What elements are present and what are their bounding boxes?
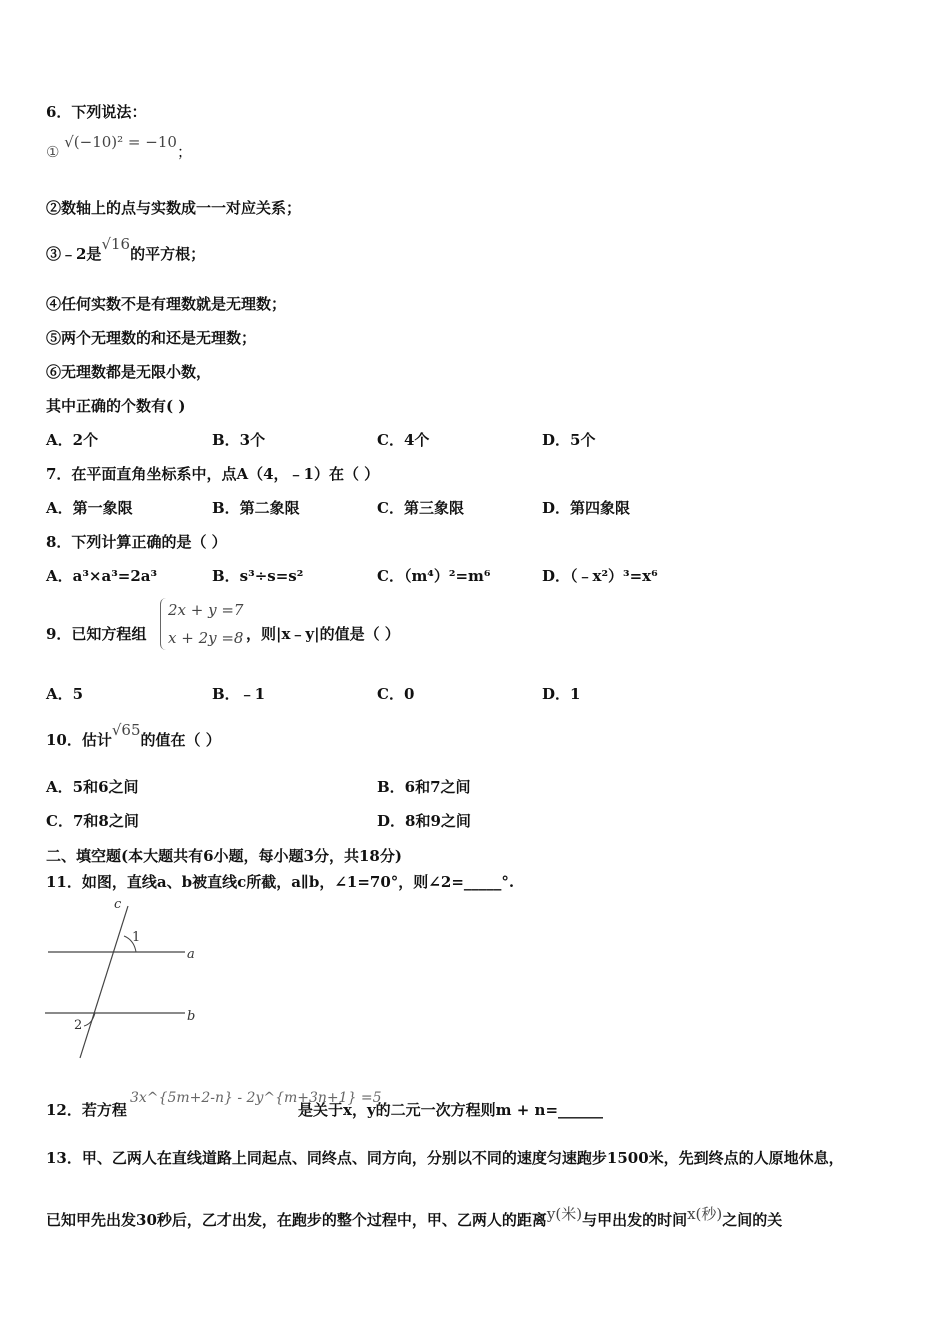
label-b: b: [187, 1009, 196, 1024]
q6-s3-prefix: ③﹣2是: [46, 245, 102, 263]
q6-statement-6: ⑥无理数都是无限小数，: [46, 363, 212, 381]
q8-option-c: C．（m⁴）²=m⁶: [377, 567, 491, 585]
q7-option-d: D．第四象限: [542, 499, 631, 517]
q8-option-a: A．a³×a³=2a³: [46, 567, 158, 585]
q10-option-a: A．5和6之间: [46, 778, 139, 796]
q6-s3-suffix: 的平方根；: [130, 245, 206, 263]
q7-option-a: A．第一象限: [46, 499, 133, 517]
q9-option-b: B．﹣1: [212, 685, 266, 703]
q9-option-d: D．1: [542, 685, 581, 703]
q6-option-c: C．4个: [377, 431, 430, 449]
q6-option-d: D．5个: [542, 431, 596, 449]
q6-statement-5: ⑤两个无理数的和还是无理数；: [46, 329, 257, 347]
q11-stem: 11．如图，直线a、b被直线c所截，a∥b，∠1=70°，则∠2=_____°.: [46, 873, 515, 891]
q9-system-brace: [160, 598, 167, 650]
label-a: a: [187, 947, 195, 962]
q7-stem: 7．在平面直角坐标系中，点A（4，﹣1）在（ ）: [46, 465, 380, 483]
q13-line2-prefix: 已知甲先出发30秒后，乙才出发，在跑步的整个过程中，甲、乙两人的距离: [46, 1211, 547, 1229]
q7-option-c: C．第三象限: [377, 499, 464, 517]
q13-line-1: 13．甲、乙两人在直线道路上同起点、同终点、同方向，分别以不同的速度匀速跑步1500米，先到终点的人原地休息，: [46, 1149, 844, 1167]
q10-option-b: B．6和7之间: [377, 778, 471, 796]
q13-y-unit: y(米): [546, 1205, 583, 1223]
q6-s1-expression: √(−10)² = −10: [64, 133, 177, 151]
q6-statement-4: ④任何实数不是有理数就是无理数；: [46, 295, 287, 313]
q8-stem: 8．下列计算正确的是（ ）: [46, 533, 227, 551]
q13-line2-suffix: 之间的关: [722, 1211, 783, 1229]
q6-s1-end: ；: [176, 143, 192, 161]
q10-option-d: D．8和9之间: [377, 812, 471, 830]
q10-stem: [46, 721, 221, 750]
q6-ask: 其中正确的个数有( ): [46, 397, 186, 415]
q12-stem-suffix: 是关于x，y的二元一次方程则m + n=______: [298, 1101, 604, 1119]
q9-stem-suffix: ，则|x﹣y|的值是（ ）: [246, 625, 400, 643]
q6-statement-3: [46, 235, 206, 264]
q12-expression: 3x^{5m+2-n} - 2y^{m+3n+1} =5: [130, 1090, 382, 1106]
q6-s3-sqrt: √16: [101, 235, 131, 253]
q6-statement-2: ②数轴上的点与实数成一一对应关系；: [46, 199, 302, 217]
q9-option-c: C．0: [377, 685, 415, 703]
q10-sqrt: √65: [111, 721, 141, 739]
section-2-heading: 二、填空题(本大题共有6小题，每小题3分，共18分): [46, 847, 402, 865]
q10-stem-suffix: 的值在（ ）: [140, 731, 221, 749]
label-c: c: [114, 897, 122, 912]
line-c: [80, 906, 128, 1058]
q10-option-c: C．7和8之间: [46, 812, 139, 830]
q11-figure: [40, 896, 210, 1066]
q6-stem: 6．下列说法：: [46, 103, 147, 121]
q6-statement-1: [46, 133, 192, 162]
q6-s1-marker: ①: [46, 143, 60, 161]
q9-stem-prefix: 9．已知方程组: [46, 625, 147, 643]
label-angle-2: 2: [74, 1018, 83, 1033]
q6-option-a: A．2个: [46, 431, 99, 449]
q8-option-b: B．s³÷s=s²: [212, 567, 304, 585]
label-angle-1: 1: [132, 930, 141, 945]
q7-option-b: B．第二象限: [212, 499, 300, 517]
q13-x-unit: x(秒): [687, 1205, 723, 1223]
q8-option-d: D．（﹣x²）³=x⁶: [542, 567, 658, 585]
q6-option-b: B．3个: [212, 431, 266, 449]
q12-stem-prefix: 12．若方程: [46, 1101, 127, 1119]
q13-line-2: [46, 1205, 783, 1230]
q13-line2-middle: 与甲出发的时间: [582, 1211, 688, 1229]
q9-equation-2: x + 2y =8: [168, 629, 244, 647]
q9-equation-1: 2x + y =7: [168, 601, 244, 619]
q10-stem-prefix: 10．估计: [46, 731, 112, 749]
q9-option-a: A．5: [46, 685, 84, 703]
